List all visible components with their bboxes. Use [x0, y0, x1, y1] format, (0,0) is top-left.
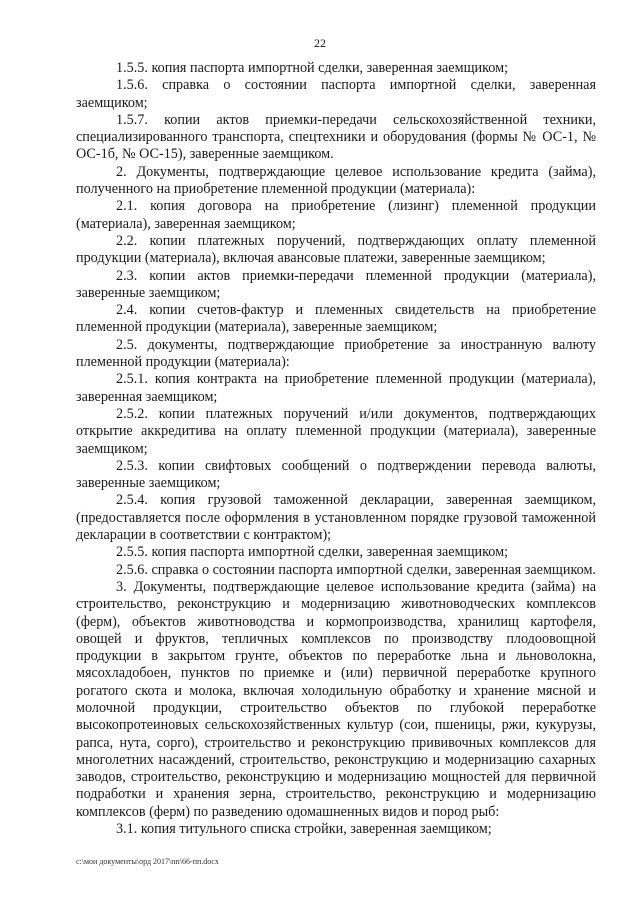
- paragraph: 2.5.5. копия паспорта импортной сделки, заверенная заемщиком;: [116, 544, 509, 561]
- paragraph: 2.5. документы, подтверждающие приобретение за иностранную валюту племенной продукции (материала):: [76, 336, 596, 371]
- document-body: [76, 60, 596, 838]
- paragraph: 3.1. копия титульного списка стройки, заверенная заемщиком;: [116, 821, 492, 838]
- paragraph: 2.5.3. копии свифтовых сообщений о подтверждении перевода валюты, заверенные заемщиком;: [76, 457, 596, 492]
- paragraph: 2.5.1. копия контракта на приобретение племенной продукции (материала), заверенная заемщиком;: [76, 371, 596, 405]
- paragraph: 1.5.7. копии актов приемки-передачи сельскохозяйственной техники, специализированного транспорта, спецтехники и оборудования (формы № ОС-1, № ОС-1б, № ОС-15), заверенные заемщиком.: [76, 111, 596, 163]
- paragraph: 2.5.4. копия грузовой таможенной декларации, заверенная заемщиком, (предоставляется после оформления в установленном порядке грузовой таможенной декларации в соответствии с контрактом);: [76, 492, 596, 544]
- paragraph: 2.5.6. справка о состоянии паспорта импортной сделки, заверенная заемщиком.: [116, 561, 596, 578]
- paragraph: 2.3. копии актов приемки-передачи племенной продукции (материала), заверенные заемщиком;: [76, 267, 596, 301]
- paragraph: 2.4. копии счетов-фактур и племенных свидетельств на приобретение племенной продукции (материала), заверенные заемщиком;: [76, 302, 596, 336]
- footer-file-path: c:\мои документы\орд 2017\пп\66-пп.docx: [76, 857, 219, 866]
- paragraph: 2.5.2. копии платежных поручений и/или документов, подтверждающих открытие аккредитива на оплату племенной продукции (материала), заверенные заемщиком;: [76, 405, 596, 457]
- paragraph: 2.1. копия договора на приобретение (лизинг) племенной продукции (материала), заверенная заемщиком;: [76, 198, 596, 232]
- paragraph: 3. Документы, подтверждающие целевое использование кредита (займа) на строительство, реконструкцию и модернизацию животноводческих комплексов (ферм), объектов животноводства и кормопроизводства, хранилищ картофеля, овощей и фруктов, тепличных комплексов по производству плодоовощной продукции в закрытом грунте, объектов по переработке льна и льноволокна, мясохладобоен, пунктов по приемке и (или) первичной переработке крупного рогатого скота и молока, включая холодильную обработку и хранение мясной и молочной продукции, строительство объектов по глубокой переработке высокопротеиновых сельскохозяйственных культур (сои, пшеницы, ржи, кукурузы, рапса, нута, сорго), строительство и реконструкцию прививочных комплексов для многолетних насаждений, строительство, реконструкцию и модернизацию сахарных заводов, строительство, реконструкцию и модернизацию мощностей для первичной подработки и хранения зерна, строительство, реконструкцию и модернизацию комплексов (ферм) по разведению одомашненных видов и пород рыб:: [76, 578, 596, 820]
- paragraph: 2. Документы, подтверждающие целевое использование кредита (займа), полученного на приобретение племенной продукции (материала):: [76, 163, 596, 198]
- page-number: 22: [314, 36, 326, 50]
- paragraph: 1.5.5. копия паспорта импортной сделки, заверенная заемщиком;: [116, 60, 509, 76]
- paragraph: 1.5.6. справка о состоянии паспорта импортной сделки, заверенная заемщиком;: [76, 77, 596, 111]
- paragraph: 2.2. копии платежных поручений, подтверждающих оплату племенной продукции (материала), включая авансовые платежи, заверенные заемщиком;: [76, 232, 596, 267]
